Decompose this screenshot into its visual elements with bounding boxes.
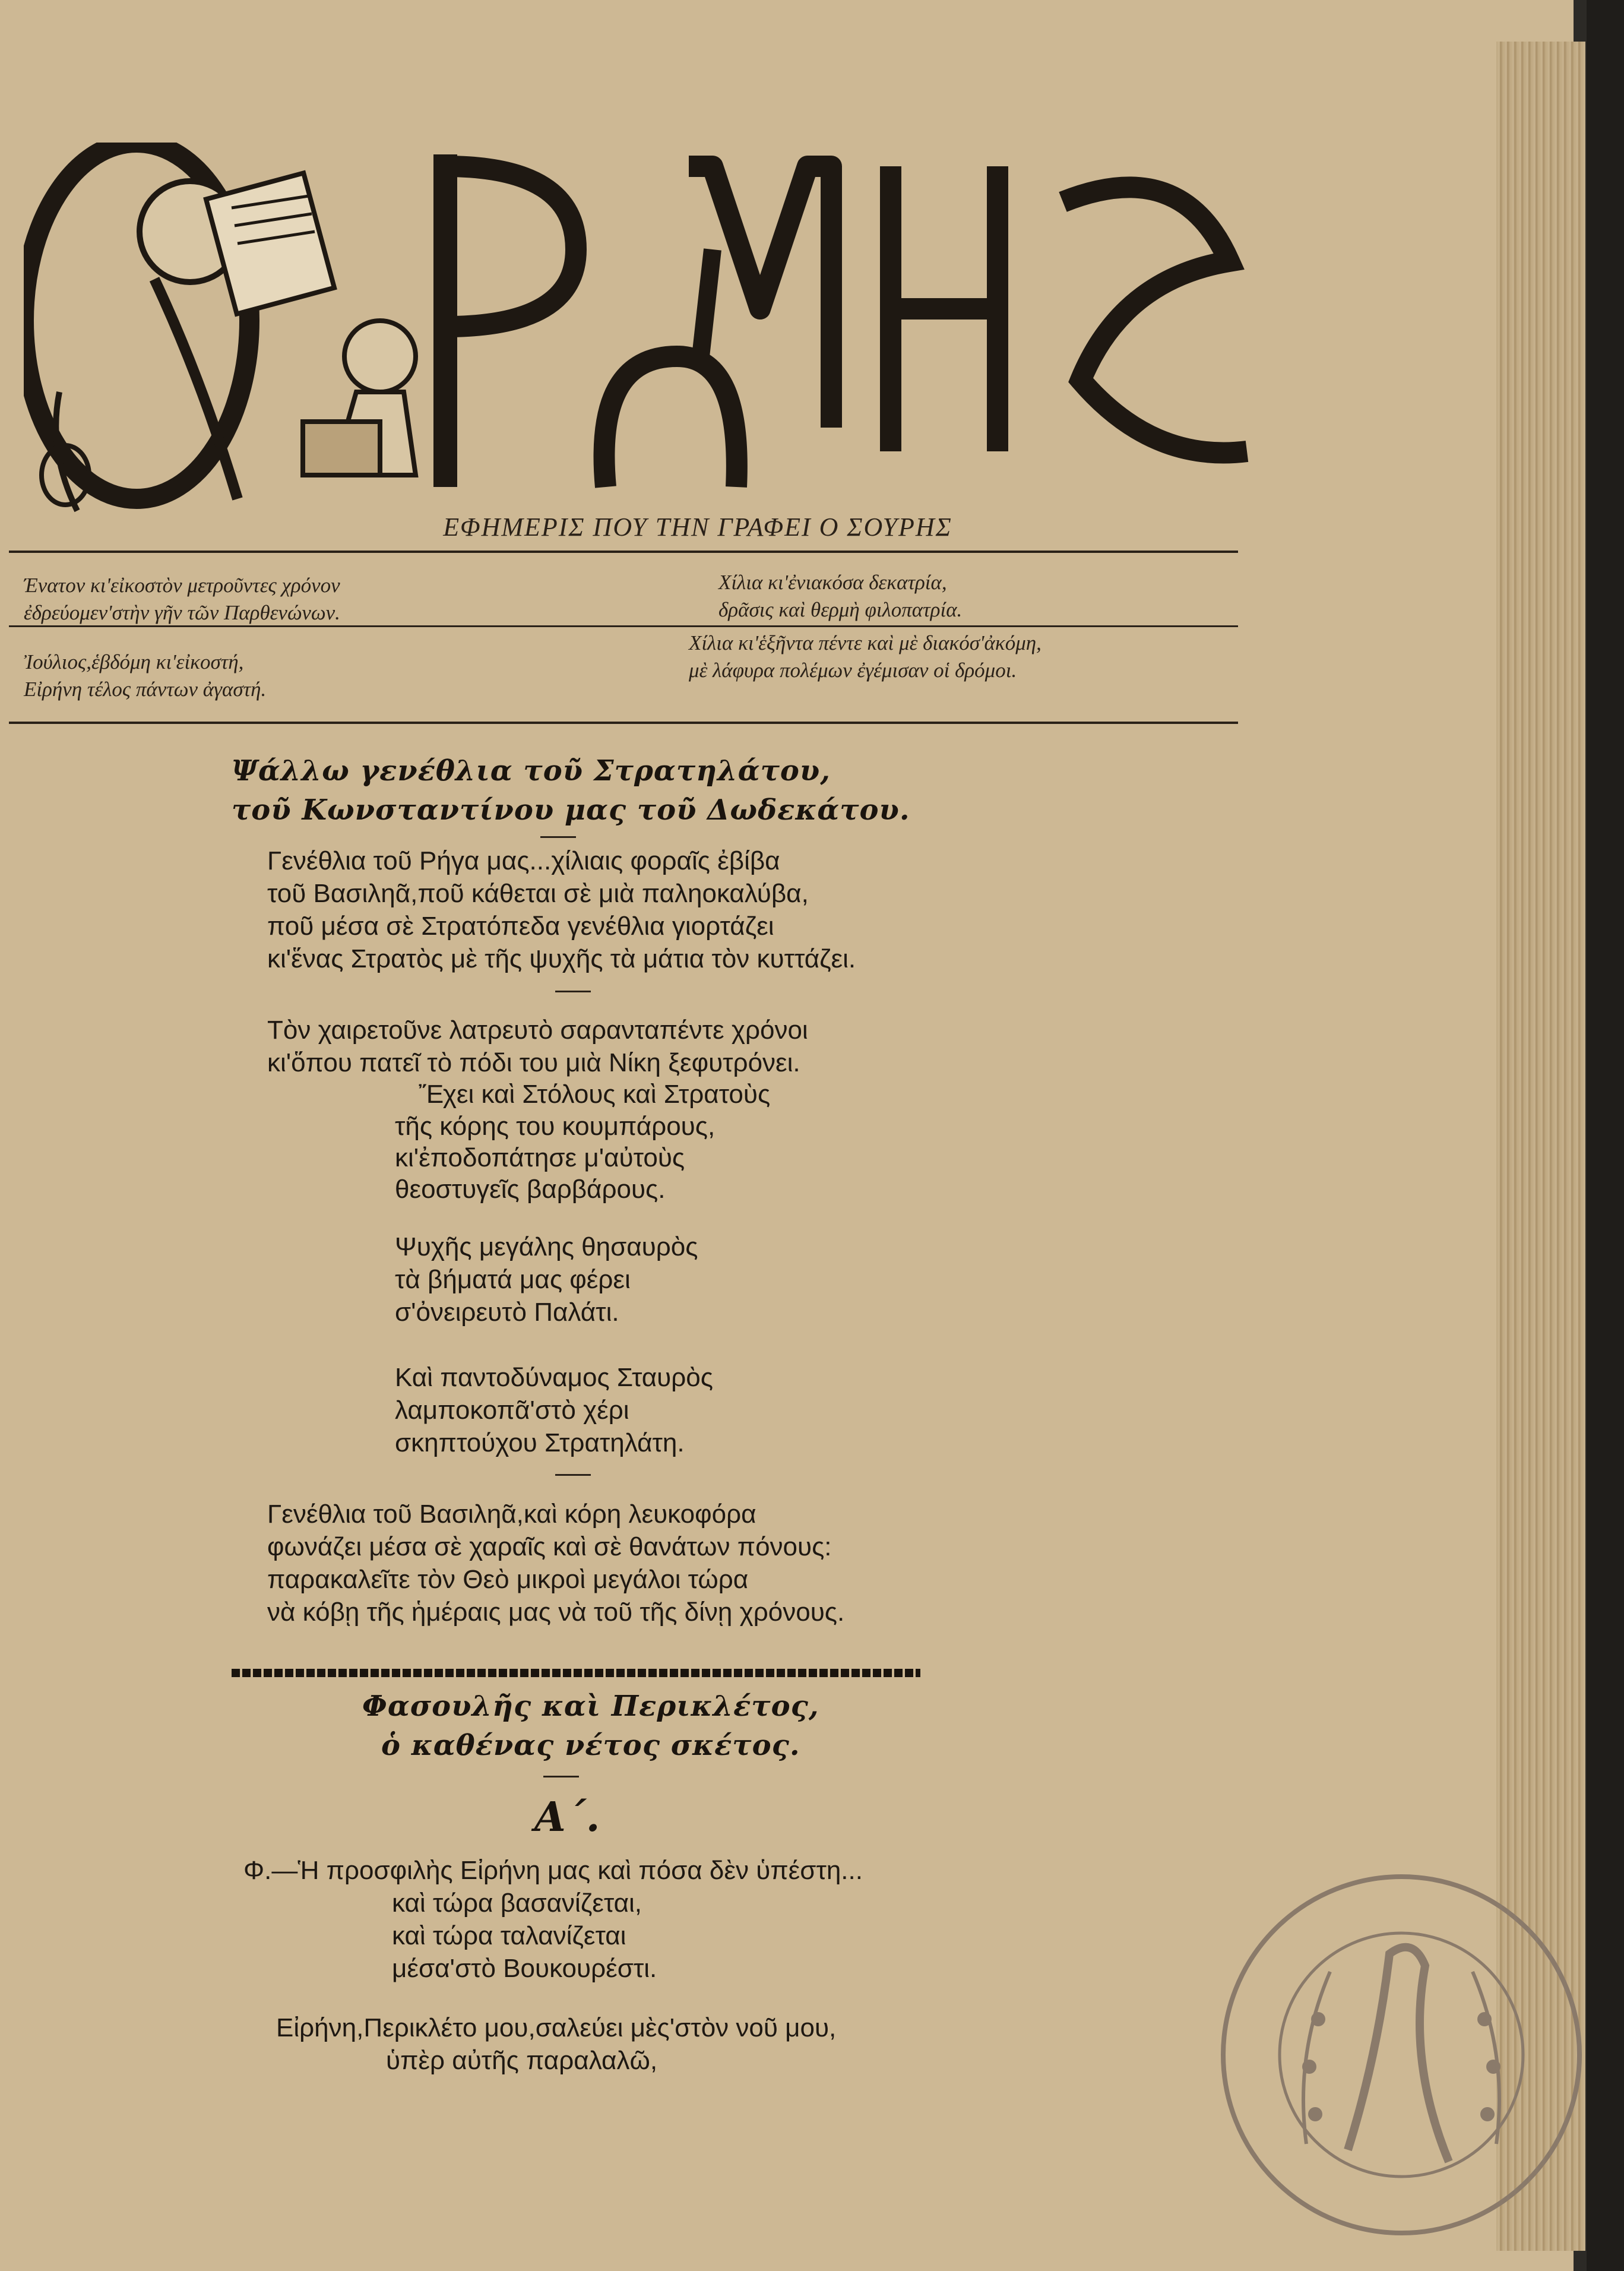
poem2-line: Εἰρήνη,Περικλέτο μου,σαλεύει μὲς'στὸν νοῦ μου,: [276, 2013, 837, 2042]
poem2-line: ὑπὲρ αὐτῆς παραλαλῶ,: [386, 2046, 658, 2075]
poem1-line: Γενέθλια τοῦ Βασιληᾶ,καὶ κόρη λευκοφόρα: [267, 1500, 756, 1529]
info-line: ἐδρεύομεν'στὴν γῆν τῶν Παρθενώνων.: [24, 601, 340, 624]
poem1-line: Καὶ παντοδύναμος Σταυρὸς: [395, 1363, 713, 1392]
masthead-title-logo: [380, 131, 1259, 499]
poem2-title: [362, 1687, 819, 1765]
info-right-top: [718, 569, 962, 624]
info-rule: [9, 625, 1238, 627]
poem1-line: κι'ἐποδοπάτησε μ'αὐτοὺς: [395, 1143, 685, 1172]
poem1-line: παρακαλεῖτε τὸν Θεὸ μικροὶ μεγάλοι τώρα: [267, 1565, 749, 1594]
poem1-line: Γενέθλια τοῦ Ρήγα μας...χίλιαις φοραῖς ἐβίβα: [267, 846, 780, 875]
masthead-cartoon-illustration: [24, 143, 439, 523]
poem1-line: τῆς κόρης του κουμπάρους,: [395, 1112, 716, 1141]
poem2-line: καὶ τώρα βασανίζεται,: [392, 1889, 642, 1918]
divider-dash: [555, 991, 591, 992]
info-line: Χίλια κι'ἐνιακόσα δεκατρία,: [718, 571, 947, 594]
poem1-line: Ψυχῆς μεγάλης θησαυρὸς: [395, 1232, 698, 1261]
section-separator: [232, 1669, 920, 1677]
poem1-line: κι'ὅπου πατεῖ τὸ πόδι του μιὰ Νίκη ξεφυτρόνει.: [267, 1048, 800, 1077]
poem1-line: τὰ βήματά μας φέρει: [395, 1265, 631, 1294]
poem1-line: λαμποκοπᾶ'στὸ χέρι: [395, 1396, 629, 1425]
poem1-line: Ἔχει καὶ Στόλους καὶ Στρατοὺς: [419, 1080, 771, 1109]
poem1-line: τοῦ Βασιληᾶ,ποῦ κάθεται σὲ μιὰ παληοκαλύβα,: [267, 879, 809, 908]
poem1-title-line: Ψάλλω γενέθλια τοῦ Στρατηλάτου,: [232, 754, 831, 787]
info-line: Εἰρήνη τέλος πάντων ἀγαστή.: [24, 678, 267, 701]
info-line: Χίλια κι'ἑξῆντα πέντε καὶ μὲ διακόσ'ἀκόμη,: [689, 631, 1041, 654]
masthead-subtitle: ΕΦΗΜΕΡΙΣ ΠΟΥ ΤΗΝ ΓΡΑΦΕΙ Ο ΣΟΥΡΗΣ: [443, 513, 952, 542]
poem1-line: κι'ἕνας Στρατὸς μὲ τῆς ψυχῆς τὰ μάτια τὸν κυττάζει.: [267, 944, 856, 973]
poem1-title: [232, 751, 910, 830]
masthead-rule: [9, 551, 1238, 553]
info-right-bottom: [689, 630, 1041, 684]
divider-dash: [555, 1474, 591, 1476]
poem1-line: σ'ὀνειρευτὸ Παλάτι.: [395, 1298, 619, 1327]
info-line: Ένατον κι'εἰκοστὸν μετροῦντες χρόνον: [24, 574, 340, 597]
poem1-line: φωνάζει μέσα σὲ χαραῖς καὶ σὲ θανάτων πόνους:: [267, 1532, 832, 1561]
poem1-line: ποῦ μέσα σὲ Στρατόπεδα γενέθλια γιορτάζει: [267, 912, 774, 941]
info-line: μὲ λάφυρα πολέμων ἐγέμισαν οἱ δρόμοι.: [689, 659, 1017, 682]
info-line: Ἰούλιος,ἑβδόμη κι'εἰκοστή,: [24, 650, 244, 673]
divider-dash: [543, 1776, 579, 1777]
poem1-title-line: τοῦ Κωνσταντίνου μας τοῦ Δωδεκάτου.: [232, 793, 910, 827]
book-spine: [1587, 0, 1624, 2271]
poem1-line: νὰ κόβῃ τῆς ἡμέραις μας νὰ τοῦ τῆς δίνῃ χρόνους.: [267, 1598, 845, 1627]
library-stamp: [1211, 1865, 1591, 2245]
info-line: δρᾶσις καὶ θερμὴ φιλοπατρία.: [718, 598, 963, 621]
section-heading: Α΄.: [534, 1794, 600, 1841]
masthead: [24, 89, 1247, 540]
poem1-line: σκηπτούχου Στρατηλάτη.: [395, 1428, 685, 1457]
poem1-line: θεοστυγεῖς βαρβάρους.: [395, 1175, 666, 1204]
info-left-top: [24, 572, 340, 627]
poem2-line: μέσα'στὸ Βουκουρέστι.: [392, 1954, 657, 1983]
poem2-line: καὶ τώρα ταλανίζεται: [392, 1921, 626, 1950]
poem2-line: Φ.—Ἡ προσφιλὴς Εἰρήνη μας καὶ πόσα δὲν ὑπέστη...: [243, 1856, 863, 1885]
info-bottom-rule: [9, 722, 1238, 724]
poem1-line: Τὸν χαιρετοῦνε λατρευτὸ σαρανταπέντε χρόνοι: [267, 1016, 808, 1045]
poem2-title-line: ὁ καθένας νέτος σκέτος.: [381, 1729, 800, 1762]
info-left-bottom: [24, 649, 266, 703]
divider-dash: [540, 836, 576, 838]
poem2-title-line: Φασουλῆς καὶ Περικλέτος,: [362, 1690, 819, 1723]
